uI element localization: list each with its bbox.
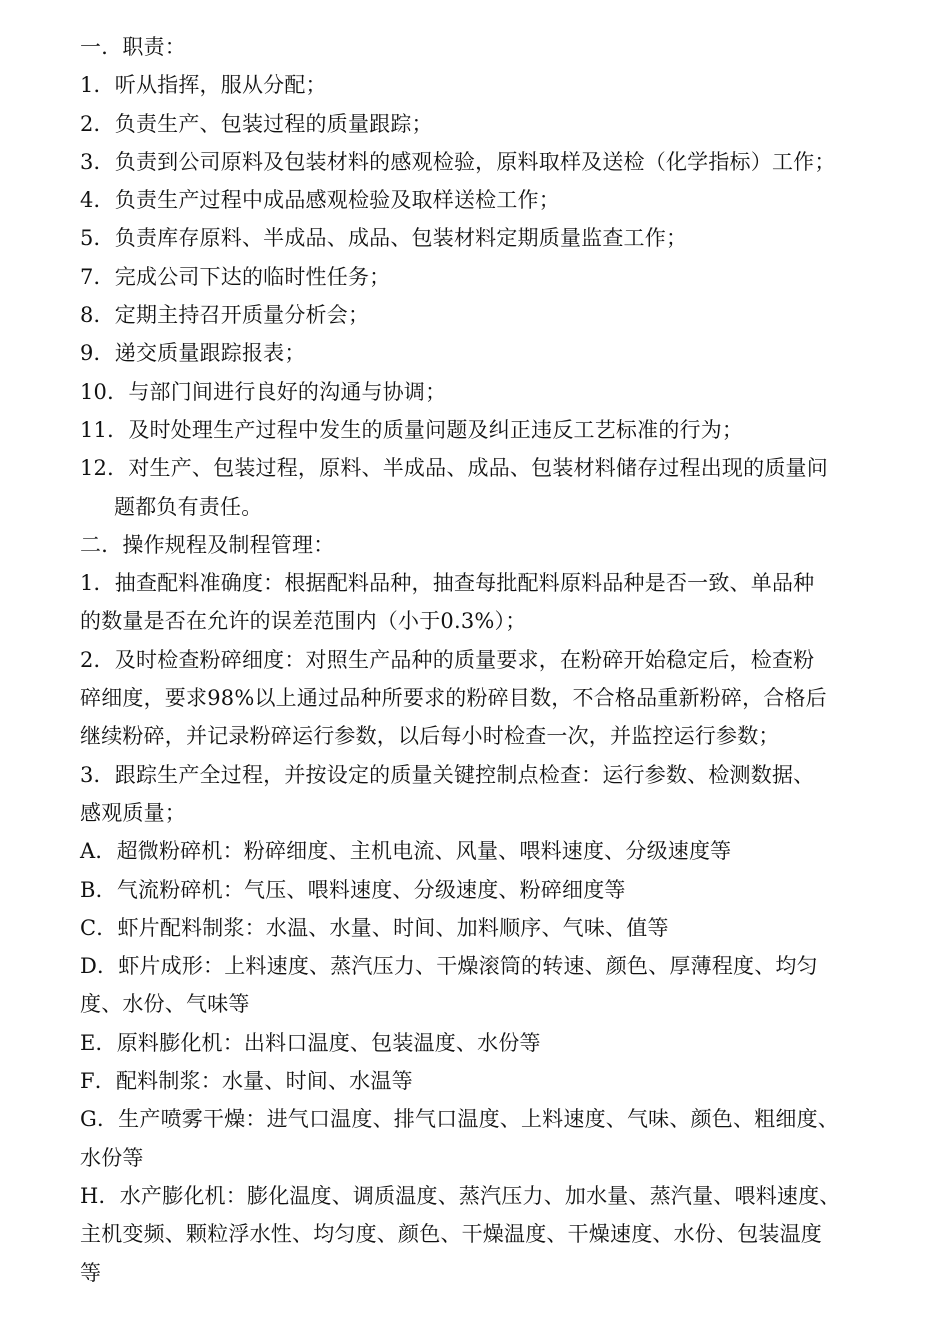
duty-item: 2．负责生产、包装过程的质量跟踪； (80, 111, 433, 136)
procedure-line: 碎细度，要求98%以上通过品种所要求的粉碎目数，不合格品重新粉碎，合格后 (80, 686, 827, 711)
duty-item: 1．听从指挥，服从分配； (80, 73, 327, 98)
procedure-line: 2．及时检查粉碎细度：对照生产品种的质量要求，在粉碎开始稳定后，检查粉 (80, 647, 815, 672)
document-page (80, 28, 900, 1292)
procedure-line: B．气流粉碎机：气压、喂料速度、分级速度、粉碎细度等 (80, 877, 626, 902)
duty-item: 7．完成公司下达的临时性任务； (80, 264, 391, 289)
procedure-line: 等 (80, 1260, 102, 1285)
procedure-line: 感观质量； (80, 800, 186, 825)
procedure-line: 1．抽查配料准确度：根据配料品种，抽查每批配料原料品种是否一致、单品种 (80, 571, 815, 596)
procedure-line: A．超微粉碎机：粉碎细度、主机电流、风量、喂料速度、分级速度等 (80, 839, 732, 864)
procedure-line: D．虾片成形：上料速度、蒸汽压力、干燥滚筒的转速、颜色、厚薄程度、均匀 (80, 954, 818, 979)
procedure-line: 继续粉碎，并记录粉碎运行参数，以后每小时检查一次，并监控运行参数； (80, 724, 780, 749)
procedure-line: H．水产膨化机：膨化温度、调质温度、蒸汽压力、加水量、蒸汽量、喂料速度、 (80, 1183, 841, 1208)
procedure-line: F．配料制浆：水量、时间、水温等 (80, 1069, 413, 1094)
duty-item: 11．及时处理生产过程中发生的质量问题及纠正违反工艺标准的行为； (80, 417, 744, 442)
procedure-line: 主机变频、颗粒浮水性、均匀度、颜色、干燥温度、干燥速度、水份、包装温度 (80, 1222, 822, 1247)
procedure-line: E．原料膨化机：出料口温度、包装温度、水份等 (80, 1030, 541, 1055)
duty-item: 3．负责到公司原料及包装材料的感观检验，原料取样及送检（化学指标）工作； (80, 149, 836, 174)
duty-item: 9．递交质量跟踪报表； (80, 341, 306, 366)
procedure-line: 水份等 (80, 1145, 144, 1170)
duty-item-12-line1: 12．对生产、包装过程，原料、半成品、成品、包装材料储存过程出现的质量问 (80, 456, 828, 481)
duty-item-12-line2: 题都负有责任。 (114, 494, 263, 519)
procedure-line: 3．跟踪生产全过程，并按设定的质量关键控制点检查：运行参数、检测数据、 (80, 762, 815, 787)
section-heading-duties: 一．职责： (80, 35, 186, 59)
procedure-line: C．虾片配料制浆：水温、水量、时间、加料顺序、气味、值等 (80, 915, 669, 940)
procedure-line: 度、水份、气味等 (80, 992, 250, 1017)
duty-item: 8．定期主持召开质量分析会； (80, 303, 370, 328)
section-heading-procedures: 二．操作规程及制程管理： (80, 532, 335, 557)
duty-item: 4．负责生产过程中成品感观检验及取样送检工作； (80, 188, 560, 213)
procedure-line: 的数量是否在允许的误差范围内（小于0.3%）； (80, 609, 527, 634)
procedure-line: G．生产喷雾干燥：进气口温度、排气口温度、上料速度、气味、颜色、粗细度、 (80, 1107, 839, 1132)
duty-item: 10．与部门间进行良好的沟通与协调； (80, 379, 447, 404)
duty-item: 5．负责库存原料、半成品、成品、包装材料定期质量监查工作； (80, 226, 688, 251)
